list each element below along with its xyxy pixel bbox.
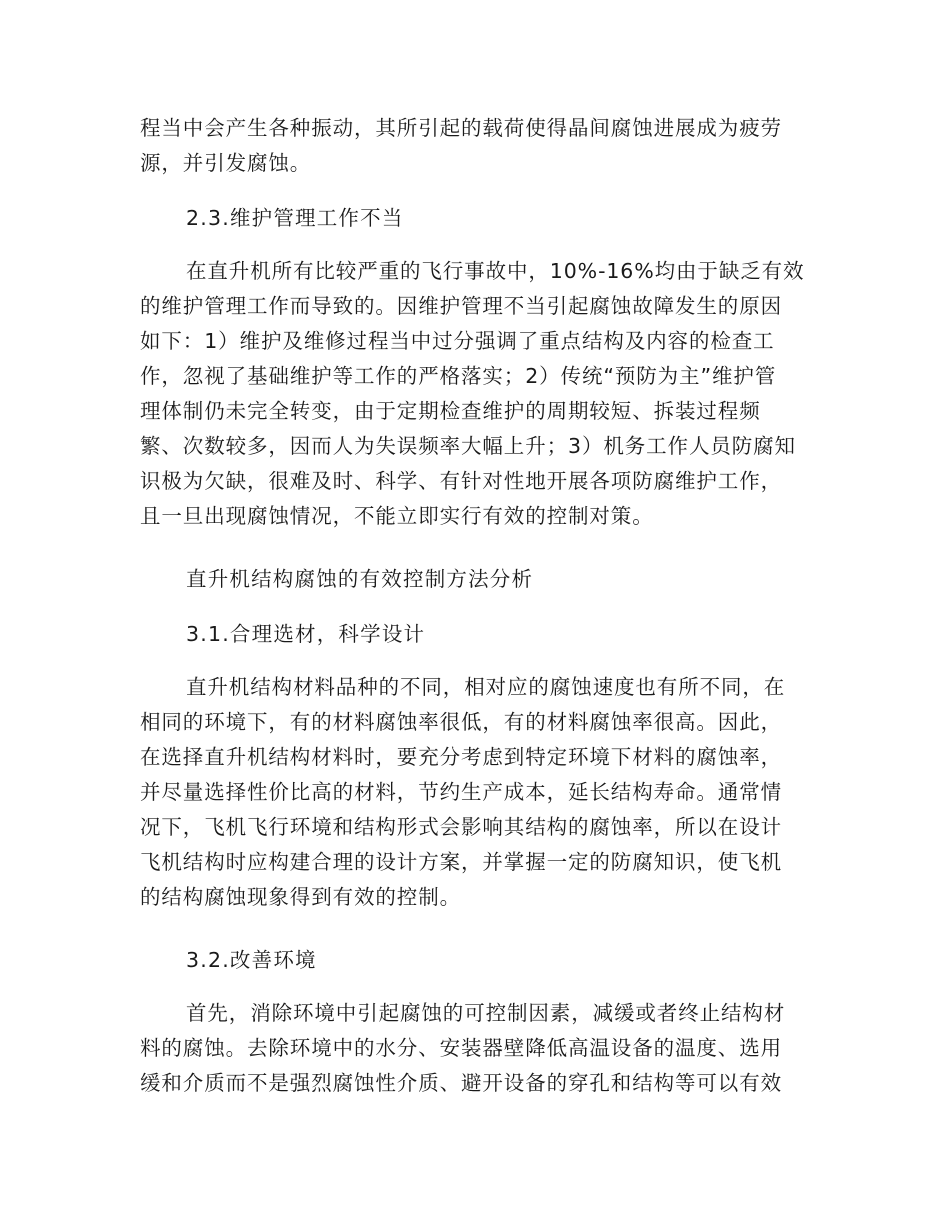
body-text-line: 料的腐蚀。去除环境中的水分、安装器壁降低高温设备的温度、选用 — [140, 1036, 782, 1060]
body-text-line: 作，忽视了基础维护等工作的严格落实；2）传统“预防为主”维护管 — [140, 364, 777, 388]
section-heading-3-1: 3.1.合理选材，科学设计 — [186, 622, 426, 646]
body-text-line: 况下，飞机飞行环境和结构形式会影响其结构的腐蚀率，所以在设计 — [140, 815, 782, 839]
body-text-line: 直升机结构材料品种的不同，相对应的腐蚀速度也有所不同，在 — [186, 675, 786, 699]
body-text-line: 首先，消除环境中引起腐蚀的可控制因素，减缓或者终止结构材 — [186, 1001, 786, 1025]
body-text-line: 理体制仍未完全转变，由于定期检查维护的周期较短、拆装过程频 — [140, 399, 761, 423]
body-text-line: 在选择直升机结构材料时，要充分考虑到特定环境下材料的腐蚀率， — [140, 745, 782, 769]
body-text-line: 如下：1）维护及维修过程当中过分强调了重点结构及内容的检查工 — [140, 329, 775, 353]
body-text-line: 识极为欠缺，很难及时、科学、有针对性地开展各项防腐维护工作， — [140, 469, 782, 493]
chapter-heading: 直升机结构腐蚀的有效控制方法分析 — [186, 567, 534, 591]
body-text-line: 飞机结构时应构建合理的设计方案，并掌握一定的防腐知识，使飞机 — [140, 850, 782, 874]
body-text-line: 相同的环境下，有的材料腐蚀率很低，有的材料腐蚀率很高。因此， — [140, 710, 782, 734]
body-text-line: 且一旦出现腐蚀情况，不能立即实行有效的控制对策。 — [140, 504, 654, 528]
body-text-line: 在直升机所有比较严重的飞行事故中，10%-16%均由于缺乏有效 — [186, 259, 805, 283]
section-heading-2-3: 2.3.维护管理工作不当 — [186, 206, 404, 230]
section-heading-3-2: 3.2.改善环境 — [186, 948, 317, 972]
body-text-line: 的维护管理工作而导致的。因维护管理不当引起腐蚀故障发生的原因 — [140, 294, 782, 318]
body-text-line: 繁、次数较多，因而人为失误频率大幅上升；3）机务工作人员防腐知 — [140, 434, 796, 458]
body-text-line: 程当中会产生各种振动，其所引起的载荷使得晶间腐蚀进展成为疲劳 — [140, 116, 782, 140]
body-text-line: 的结构腐蚀现象得到有效的控制。 — [140, 885, 461, 909]
body-text-line: 缓和介质而不是强烈腐蚀性介质、避开设备的穿孔和结构等可以有效 — [140, 1071, 782, 1095]
body-text-line: 源，并引发腐蚀。 — [140, 151, 312, 175]
body-text-line: 并尽量选择性价比高的材料，节约生产成本，延长结构寿命。通常情 — [140, 780, 782, 804]
